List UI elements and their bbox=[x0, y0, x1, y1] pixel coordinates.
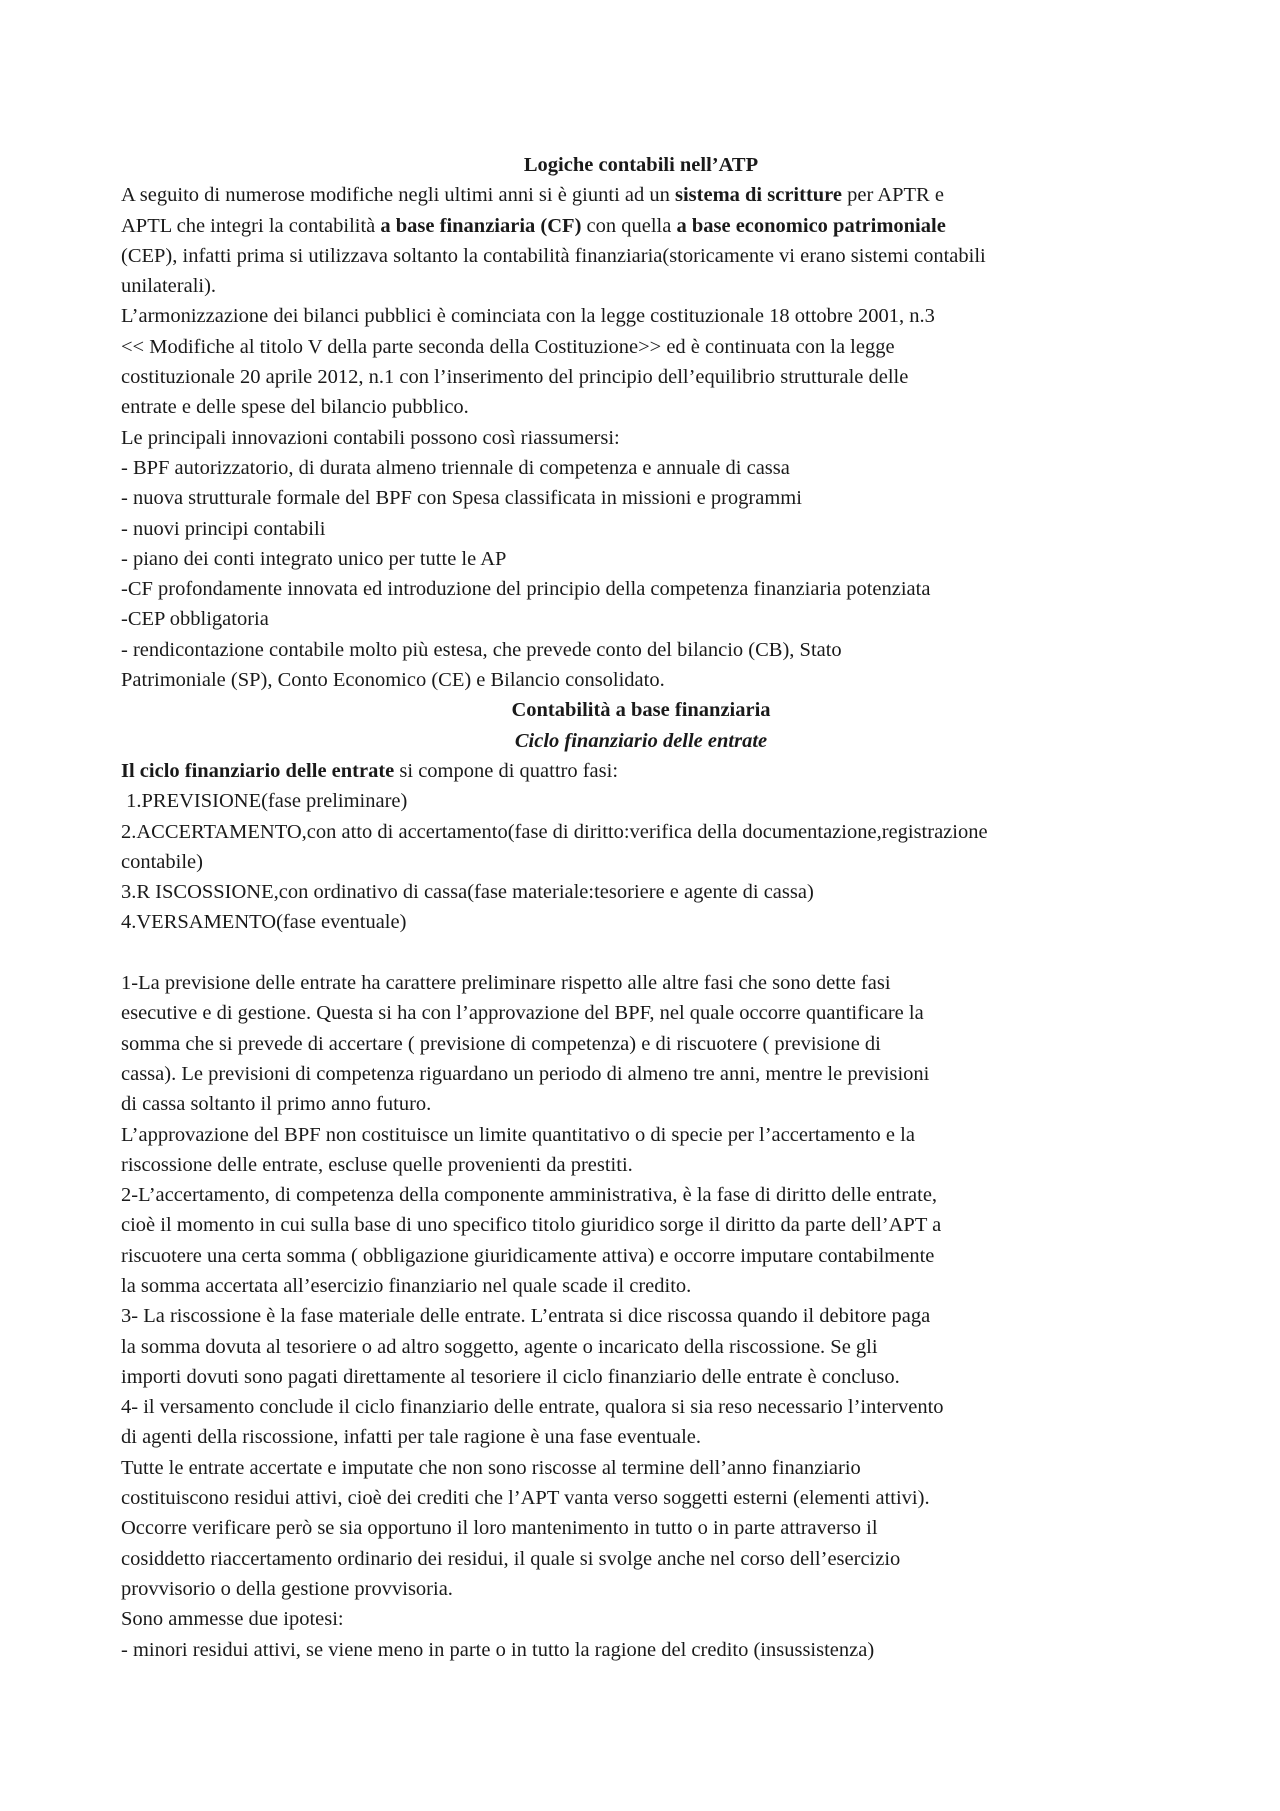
armonizzazione-line: << Modifiche al titolo V della parte seconda della Costituzione>> ed è continuata con la legge bbox=[121, 335, 895, 358]
body-line: 1-La previsione delle entrate ha carattere preliminare rispetto alle altre fasi che sono dette fasi bbox=[121, 972, 891, 995]
body-line: 2-L’accertamento, di competenza della componente amministrativa, è la fase di diritto delle entrate, bbox=[121, 1184, 938, 1207]
fase-item: 4.VERSAMENTO(fase eventuale) bbox=[121, 911, 407, 934]
body-line: somma che si prevede di accertare ( previsione di competenza) e di riscuotere ( previsione di bbox=[121, 1032, 881, 1055]
body-line: provvisorio o della gestione provvisoria. bbox=[121, 1577, 453, 1600]
body-line: cioè il momento in cui sulla base di uno specifico titolo giuridico sorge il diritto da parte dell’APT a bbox=[121, 1214, 942, 1237]
innovazioni-item: - BPF autorizzatorio, di durata almeno triennale di competenza e annuale di cassa bbox=[121, 456, 790, 479]
body-line: la somma dovuta al tesoriere o ad altro soggetto, agente o incaricato della riscossione. Se gli bbox=[121, 1335, 878, 1358]
fase-item: 3.R ISCOSSIONE,con ordinativo di cassa(fase materiale:tesoriere e agente di cassa) bbox=[121, 881, 814, 904]
armonizzazione-line: L’armonizzazione dei bilanci pubblici è cominciata con la legge costituzionale 18 ottobre 2001, n.3 bbox=[121, 305, 935, 328]
body-line: di agenti della riscossione, infatti per tale ragione è una fase eventuale. bbox=[121, 1426, 702, 1449]
armonizzazione-line: costituzionale 20 aprile 2012, n.1 con l’inserimento del principio dell’equilibrio strutturale delle bbox=[121, 366, 909, 389]
body-line: - minori residui attivi, se viene meno in parte o in tutto la ragione del credito (insussistenza) bbox=[121, 1638, 875, 1661]
innovazioni-item: - piano dei conti integrato unico per tutte le AP bbox=[121, 547, 507, 570]
body-line: cosiddetto riaccertamento ordinario dei residui, il quale si svolge anche nel corso dell’esercizio bbox=[121, 1547, 901, 1570]
body-line: Sono ammesse due ipotesi: bbox=[121, 1608, 344, 1631]
armonizzazione-line: entrate e delle spese del bilancio pubblico. bbox=[121, 396, 469, 419]
innovazioni-intro: Le principali innovazioni contabili possono così riassumersi: bbox=[121, 426, 620, 449]
body-line: importi dovuti sono pagati direttamente al tesoriere il ciclo finanziario delle entrate è concluso. bbox=[121, 1365, 900, 1388]
body-line: costituiscono residui attivi, cioè dei crediti che l’APT vanta verso soggetti esterni (elementi attivi). bbox=[121, 1487, 930, 1510]
fase-item: 2.ACCERTAMENTO,con atto di accertamento(fase di diritto:verifica della documentazione,registrazione bbox=[121, 820, 988, 843]
intro-line-4: unilaterali). bbox=[121, 275, 217, 298]
intro-line-1: A seguito di numerose modifiche negli ultimi anni si è giunti ad un sistema di scritture per APTR e bbox=[121, 184, 944, 207]
document-title: Logiche contabili nell’ATP bbox=[523, 154, 759, 176]
body-line: cassa). Le previsioni di competenza riguardano un periodo di almeno tre anni, mentre le previsioni bbox=[121, 1062, 930, 1085]
innovazioni-item: -CEP obbligatoria bbox=[121, 608, 269, 631]
body-line: riscossione delle entrate, escluse quelle provenienti da prestiti. bbox=[121, 1153, 633, 1176]
body-line: Tutte le entrate accertate e imputate che non sono riscosse al termine dell’anno finanziario bbox=[121, 1456, 861, 1479]
intro-line-3: (CEP), infatti prima si utilizzava soltanto la contabilità finanziaria(storicamente vi erano sistemi contabili bbox=[121, 244, 986, 267]
body-line: riscuotere una certa somma ( obbligazione giuridicamente attiva) e occorre imputare contabilmente bbox=[121, 1244, 935, 1267]
body-line: la somma accertata all’esercizio finanziario nel quale scade il credito. bbox=[121, 1274, 692, 1297]
blank-line bbox=[121, 938, 1161, 968]
innovazioni-item: - nuovi principi contabili bbox=[121, 517, 326, 540]
innovazioni-item: -CF profondamente innovata ed introduzione del principio della competenza finanziaria potenziata bbox=[121, 578, 931, 601]
ciclo-intro: Il ciclo finanziario delle entrate si compone di quattro fasi: bbox=[121, 759, 619, 782]
section-subtitle: Ciclo finanziario delle entrate bbox=[514, 729, 768, 752]
intro-line-2: APTL che integri la contabilità a base finanziaria (CF) con quella a base economico patrimoniale bbox=[121, 214, 946, 237]
section-title: Contabilità a base finanziaria bbox=[511, 699, 771, 722]
body-line: 4- il versamento conclude il ciclo finanziario delle entrate, qualora si sia reso necessario l’intervento bbox=[121, 1396, 944, 1419]
body-line: esecutive e di gestione. Questa si ha con l’approvazione del BPF, nel quale occorre quantificare la bbox=[121, 1002, 924, 1025]
document-page bbox=[121, 150, 1161, 1665]
body-line: L’approvazione del BPF non costituisce un limite quantitativo o di specie per l’accertamento e la bbox=[121, 1123, 915, 1146]
innovazioni-item: - nuova strutturale formale del BPF con Spesa classificata in missioni e programmi bbox=[121, 487, 802, 510]
fase-item: 1.PREVISIONE(fase preliminare) bbox=[121, 790, 408, 813]
innovazioni-item: - rendicontazione contabile molto più estesa, che prevede conto del bilancio (CB), Stato bbox=[121, 638, 842, 661]
body-line: Occorre verificare però se sia opportuno il loro mantenimento in tutto o in parte attraverso il bbox=[121, 1517, 878, 1540]
fase-item: contabile) bbox=[121, 850, 203, 873]
body-line: di cassa soltanto il primo anno futuro. bbox=[121, 1093, 432, 1116]
body-line: 3- La riscossione è la fase materiale delle entrate. L’entrata si dice riscossa quando il debitore paga bbox=[121, 1305, 931, 1328]
innovazioni-item: Patrimoniale (SP), Conto Economico (CE) e Bilancio consolidato. bbox=[121, 669, 665, 692]
